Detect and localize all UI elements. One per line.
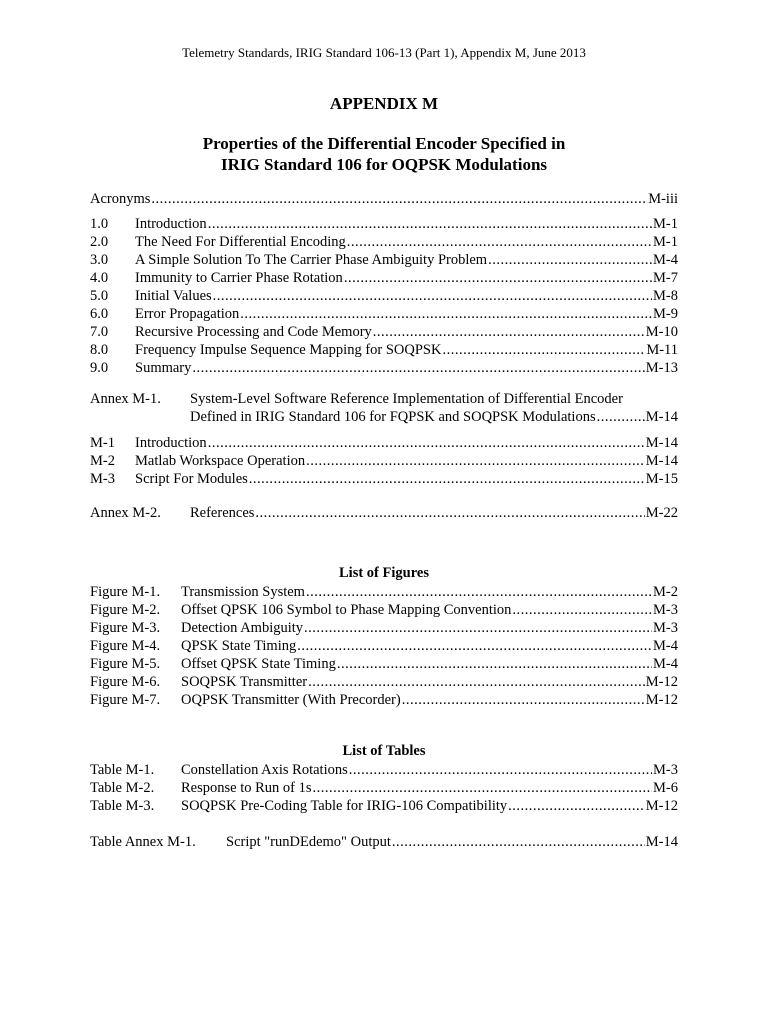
toc-entry-label: Recursive Processing and Code Memory	[135, 324, 372, 340]
dot-leader	[373, 323, 645, 341]
figure-number: Figure M-4.	[90, 638, 161, 654]
document-title-line-1: Properties of the Differential Encoder Specified in	[202, 134, 566, 153]
dot-leader	[349, 761, 652, 779]
toc-entry-label: Frequency Impulse Sequence Mapping for SOQPSK	[135, 342, 442, 358]
figure-title: Transmission System	[181, 584, 305, 600]
toc-page-number: M-15	[645, 471, 678, 487]
toc-page-number: M-14	[645, 834, 678, 850]
figure-list-item[interactable]	[90, 601, 678, 619]
toc-entry-label: Introduction	[135, 216, 207, 232]
figure-number: Figure M-6.	[90, 674, 161, 690]
dot-leader	[151, 190, 647, 208]
list-of-figures-heading: List of Figures	[339, 565, 429, 581]
figure-list-item[interactable]	[90, 619, 678, 637]
figure-number: Figure M-1.	[90, 584, 161, 600]
figure-title: OQPSK Transmitter (With Precorder)	[181, 692, 401, 708]
toc-page-number: M-3	[653, 762, 678, 778]
table-title: SOQPSK Pre-Coding Table for IRIG-106 Compatibility	[181, 798, 508, 814]
toc-page-number: M-4	[653, 656, 678, 672]
toc-entry-number: M-3	[90, 471, 115, 487]
toc-entry-label: Script For Modules	[135, 471, 248, 487]
toc-entry-section[interactable]	[90, 323, 678, 341]
figure-list-item[interactable]	[90, 655, 678, 673]
toc-page-number: M-3	[653, 602, 678, 618]
toc-entry-acronyms[interactable]	[90, 190, 678, 208]
toc-page-number: M-4	[653, 638, 678, 654]
toc-entry-annex-m1[interactable]	[190, 408, 678, 426]
annex-title-line-1: System-Level Software Reference Implementation of Differential Encoder	[190, 391, 623, 407]
figure-title: Detection Ambiguity	[181, 620, 304, 636]
dot-leader	[208, 434, 645, 452]
toc-entry-label: Error Propagation	[135, 306, 240, 322]
toc-page-number: M-1	[653, 216, 678, 232]
table-title: Script "runDEdemo" Output	[226, 834, 391, 850]
toc-entry-number: 1.0	[90, 216, 109, 232]
dot-leader	[508, 797, 645, 815]
figure-title: Offset QPSK State Timing	[181, 656, 336, 672]
toc-entry-section[interactable]	[90, 305, 678, 323]
dot-leader	[306, 452, 645, 470]
dot-leader	[597, 408, 645, 426]
figure-title: SOQPSK Transmitter	[181, 674, 308, 690]
figure-number: Figure M-2.	[90, 602, 161, 618]
toc-page-number: M-iii	[648, 191, 678, 207]
toc-page-number: M-7	[653, 270, 678, 286]
toc-entry-number: 6.0	[90, 306, 109, 322]
toc-entry-label: The Need For Differential Encoding	[135, 234, 346, 250]
table-list-item[interactable]	[90, 761, 678, 779]
toc-page-number: M-11	[646, 342, 678, 358]
toc-entry-label: Matlab Workspace Operation	[135, 453, 306, 469]
dot-leader	[249, 470, 645, 488]
toc-entry-section[interactable]	[90, 215, 678, 233]
toc-entry-label: A Simple Solution To The Carrier Phase Ambiguity Problem	[135, 252, 488, 268]
table-list-item-annex[interactable]	[90, 833, 678, 851]
document-title	[0, 133, 768, 175]
toc-entry-label: Immunity to Carrier Phase Rotation	[135, 270, 343, 286]
dot-leader	[192, 359, 644, 377]
dot-leader	[313, 779, 653, 797]
toc-page-number: M-2	[653, 584, 678, 600]
toc-page-number: M-1	[653, 234, 678, 250]
toc-entry-section[interactable]	[90, 251, 678, 269]
dot-leader	[308, 673, 645, 691]
toc-entry-number: 7.0	[90, 324, 109, 340]
appendix-title: APPENDIX M	[329, 94, 439, 113]
toc-page-number: M-10	[645, 324, 678, 340]
table-list-item[interactable]	[90, 797, 678, 815]
toc-entry-annex-m2[interactable]	[90, 504, 678, 522]
toc-entry-section[interactable]	[90, 233, 678, 251]
dot-leader	[306, 583, 652, 601]
figure-number: Figure M-5.	[90, 656, 161, 672]
dot-leader	[240, 305, 652, 323]
table-number: Table Annex M-1.	[90, 834, 196, 850]
toc-page-number: M-4	[653, 252, 678, 268]
toc-page-number: M-3	[653, 620, 678, 636]
list-of-tables-heading: List of Tables	[342, 743, 426, 759]
table-number: Table M-1.	[90, 762, 155, 778]
toc-entry-label: References	[190, 505, 255, 521]
figure-list-item[interactable]	[90, 583, 678, 601]
dot-leader	[488, 251, 652, 269]
toc-page-number: M-9	[653, 306, 678, 322]
toc-page-number: M-14	[645, 453, 678, 469]
toc-entry-annex-item[interactable]	[90, 470, 678, 488]
figure-title: Offset QPSK 106 Symbol to Phase Mapping Convention	[181, 602, 512, 618]
toc-page-number: M-8	[653, 288, 678, 304]
toc-page-number: M-12	[645, 674, 678, 690]
toc-page-number: M-13	[645, 360, 678, 376]
dot-leader	[208, 215, 652, 233]
annex-number: Annex M-1.	[90, 391, 161, 407]
toc-page-number: M-12	[645, 798, 678, 814]
toc-entry-number: 8.0	[90, 342, 109, 358]
toc-entry-section[interactable]	[90, 287, 678, 305]
dot-leader	[402, 691, 645, 709]
dot-leader	[337, 655, 652, 673]
dot-leader	[442, 341, 645, 359]
toc-entry-number: 5.0	[90, 288, 109, 304]
document-title-line-2: IRIG Standard 106 for OQPSK Modulations	[220, 155, 548, 174]
figure-number: Figure M-3.	[90, 620, 161, 636]
table-number: Table M-2.	[90, 780, 155, 796]
figure-list-item[interactable]	[90, 637, 678, 655]
toc-entry-number: 9.0	[90, 360, 109, 376]
figure-list-item[interactable]	[90, 691, 678, 709]
table-title: Response to Run of 1s	[181, 780, 312, 796]
toc-entry-section[interactable]	[90, 269, 678, 287]
annex-title-line-2: Defined in IRIG Standard 106 for FQPSK and SOQPSK Modulations	[190, 409, 596, 425]
toc-entry-number: M-2	[90, 453, 115, 469]
toc-page-number: M-6	[653, 780, 678, 796]
toc-entry-annex-item[interactable]	[90, 434, 678, 452]
toc-page-number: M-12	[645, 692, 678, 708]
toc-page-number: M-22	[645, 505, 678, 521]
toc-entry-label: Introduction	[135, 435, 207, 451]
dot-leader	[344, 269, 652, 287]
dot-leader	[255, 504, 644, 522]
toc-entry-annex-item[interactable]	[90, 452, 678, 470]
dot-leader	[347, 233, 652, 251]
toc-entry-label: Acronyms	[90, 191, 151, 207]
table-list-item[interactable]	[90, 779, 678, 797]
toc-entry-section[interactable]	[90, 359, 678, 377]
dot-leader	[512, 601, 652, 619]
dot-leader	[304, 619, 652, 637]
figure-list-item[interactable]	[90, 673, 678, 691]
annex-number: Annex M-2.	[90, 505, 161, 521]
dot-leader	[297, 637, 652, 655]
toc-entry-number: M-1	[90, 435, 115, 451]
toc-entry-number: 4.0	[90, 270, 109, 286]
toc-entry-label: Initial Values	[135, 288, 212, 304]
toc-entry-label: Summary	[135, 360, 192, 376]
toc-entry-number: 2.0	[90, 234, 109, 250]
toc-page-number: M-14	[645, 435, 678, 451]
dot-leader	[213, 287, 652, 305]
toc-page-number: M-14	[645, 409, 678, 425]
table-number: Table M-3.	[90, 798, 155, 814]
figure-number: Figure M-7.	[90, 692, 161, 708]
toc-entry-section[interactable]	[90, 341, 678, 359]
page-header: Telemetry Standards, IRIG Standard 106-13 (Part 1), Appendix M, June 2013	[182, 45, 586, 60]
table-title: Constellation Axis Rotations	[181, 762, 348, 778]
toc-entry-number: 3.0	[90, 252, 109, 268]
dot-leader	[392, 833, 645, 851]
figure-title: QPSK State Timing	[181, 638, 297, 654]
